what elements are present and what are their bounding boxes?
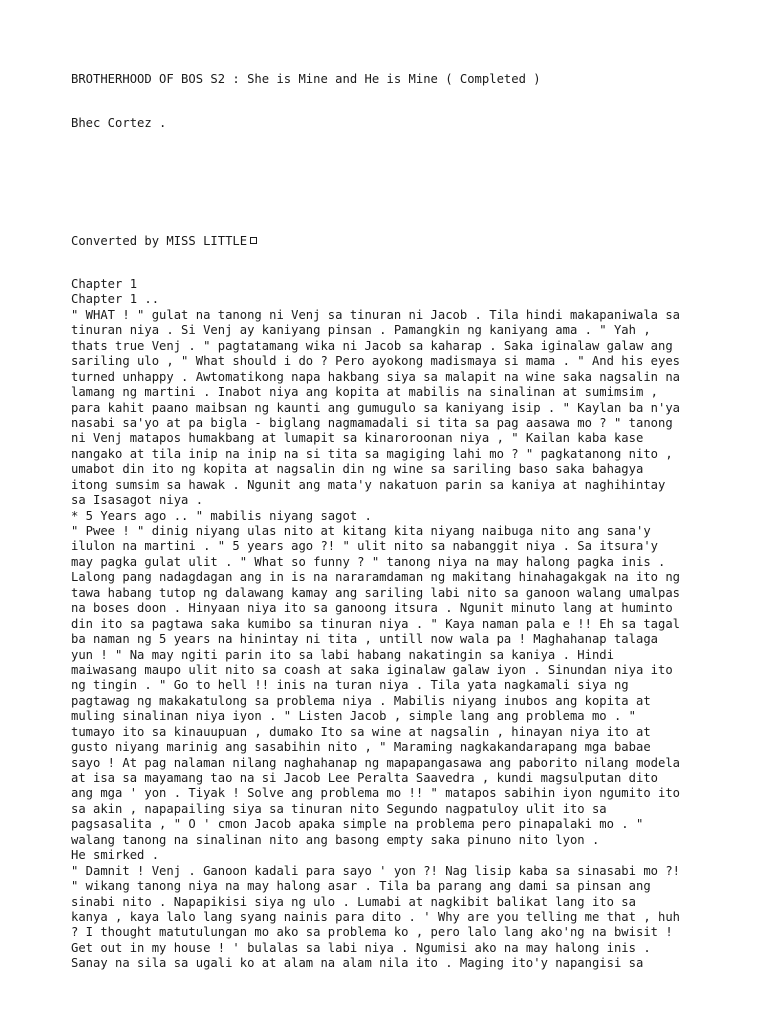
converted-by-text: Converted by MISS LITTLE	[71, 234, 248, 248]
text-line: Get out in my house ! ' bulalas sa labi niya . Ngumisi ako na may halong inis .	[71, 940, 651, 955]
text-line: ang mga ' yon . Tiyak ! Solve ang problema mo !! " matapos sabihin iyon ngumito ito	[71, 786, 681, 801]
text-line: thats true Venj . " pagtatamang wika ni Jacob sa kaharap . Saka iginalaw galaw ang	[71, 338, 673, 353]
text-line: ? I thought matutulungan mo ako sa problema ko , pero lalo lang ako'ng na bwisit !	[71, 925, 673, 940]
text-line: sa Isasagot niya .	[71, 493, 204, 508]
text-line: nasabi sa'yo at pa bigla - biglang nagmamadali si tita sa pag aasawa mo ? " tanong	[71, 415, 673, 430]
text-line: He smirked .	[71, 848, 160, 863]
text-line: ni Venj matapos humakbang at lumapit sa kinaroroonan niya , " Kailan kaba kase	[71, 431, 644, 446]
text-line: turned unhappy . Awtomatikong napa hakbang siya sa malapit na wine saka nagsalin na	[71, 369, 681, 384]
text-line: may pagka gulat ulit . " What so funny ? " tanong niya na may halong pagka inis .	[71, 554, 666, 569]
text-line: pagsasalita , " O ' cmon Jacob apaka simple na problema pero pinapalaki mo . "	[71, 817, 644, 832]
document-author: Bhec Cortez .	[71, 116, 167, 130]
box-glyph-icon	[250, 237, 257, 244]
text-line: na boses doon . Hinyaan niya ito sa ganoong itsura . Ngunit minuto lang at huminto	[71, 601, 673, 616]
chapter-heading: Chapter 1 ..	[71, 292, 160, 307]
text-line: kanya , kaya lalo lang syang nainis para dito . ' Why are you telling me that , huh	[71, 909, 681, 924]
text-line: sinabi nito . Napapikisi siya ng ulo . Lumabi at nagkibit balikat lang ito sa	[71, 894, 636, 909]
text-line: lamang ng martini . Inabot niya ang kopita at mabilis na sinalinan at sumimsim ,	[71, 385, 658, 400]
text-line: tawa habang tutop ng dalawang kamay ang sariling labi nito sa ganoon walang umalpas	[71, 585, 681, 600]
text-line: din ito sa pagtawa saka kumibo sa tinuran niya . " Kaya naman pala e !! Eh sa tagal	[71, 616, 681, 631]
converted-by-line	[71, 234, 257, 249]
text-line: " wikang tanong niya na may halong asar . Tila ba parang ang dami sa pinsan ang	[71, 879, 651, 894]
text-line: muling sinalinan niya iyon . " Listen Jacob , simple lang ang problema mo . "	[71, 709, 636, 724]
text-line: ba naman ng 5 years na hinintay ni tita , untill now wala pa ! Maghahanap talaga	[71, 632, 658, 647]
text-line: walang tanong na sinalinan nito ang basong empty saka pinuno nito lyon .	[71, 832, 600, 847]
text-line: umabot din ito ng kopita at nagsalin din ng wine sa sariling baso saka bahagya	[71, 462, 644, 477]
text-line: sariling ulo , " What should i do ? Pero ayokong madismaya si mama . " And his eyes	[71, 354, 681, 369]
chapter-heading: Chapter 1	[71, 277, 138, 291]
text-line: Lalong pang nadagdagan ang in is na nararamdaman ng makitang hinahagakgak na ito ng	[71, 570, 681, 585]
text-line: " Damnit ! Venj . Ganoon kadali para sayo ' yon ?! Nag lisip kaba sa sinasabi mo ?!	[71, 863, 681, 878]
text-line: sayo ! At pag nalaman nilang naghahanap ng mapapangasawa ang paborito nilang modela	[71, 755, 681, 770]
text-line: sa akin , napapailing siya sa tinuran nito Segundo nagpatuloy ulit ito sa	[71, 801, 607, 816]
text-line: gusto niyang marinig ang sasabihin nito , " Maraming nagkakandarapang mga babae	[71, 740, 651, 755]
text-line: " WHAT ! " gulat na tanong ni Venj sa tinuran ni Jacob . Tila hindi makapaniwala sa	[71, 307, 681, 322]
text-line: pagtawag ng makakatulong sa problema niya . Mabilis niyang inubos ang kopita at	[71, 693, 651, 708]
text-line: yun ! " Na may ngiti parin ito sa labi habang nakatingin sa kaniya . Hindi	[71, 647, 614, 662]
chapter-body	[71, 277, 680, 972]
text-line: para kahit paano maibsan ng kaunti ang gumugulo sa kaniyang isip . " Kaylan ba n'ya	[71, 400, 681, 415]
text-line: " Pwee ! " dinig niyang ulas nito at kitang kita niyang naibuga nito ang sana'y	[71, 524, 651, 538]
text-line: maiwasang maupo ulit nito sa coash at saka iginalaw galaw iyon . Sinundan niya ito	[71, 662, 673, 677]
document-title: BROTHERHOOD OF BOS S2 : She is Mine and He is Mine ( Completed )	[71, 72, 541, 86]
text-line: nangako at tila inip na inip na si tita sa magiging lahi mo ? " pagkatanong nito ,	[71, 446, 673, 461]
text-line: itong sumsim sa hawak . Ngunit ang mata'y nakatuon parin sa kaniya at naghihintay	[71, 477, 666, 492]
text-line: tumayo ito sa kinauupuan , dumako Ito sa wine at nagsalin , hinayan niya ito at	[71, 724, 651, 739]
text-line: * 5 Years ago .. " mabilis niyang sagot .	[71, 508, 372, 523]
text-line: Sanay na sila sa ugali ko at alam na alam nila ito . Maging ito'y napangisi sa	[71, 956, 644, 971]
text-line: ilulon na martini . " 5 years ago ?! " ulit nito sa nabanggit niya . Sa itsura'y	[71, 539, 658, 554]
text-line: at isa sa mayamang tao na si Jacob Lee Peralta Saavedra , kundi magsulputan dito	[71, 771, 658, 785]
text-line: tinuran niya . Si Venj ay kaniyang pinsan . Pamangkin ng kaniyang ama . " Yah ,	[71, 323, 651, 338]
text-line: ng tingin . " Go to hell !! inis na turan niya . Tila yata nagkamali siya ng	[71, 678, 629, 693]
